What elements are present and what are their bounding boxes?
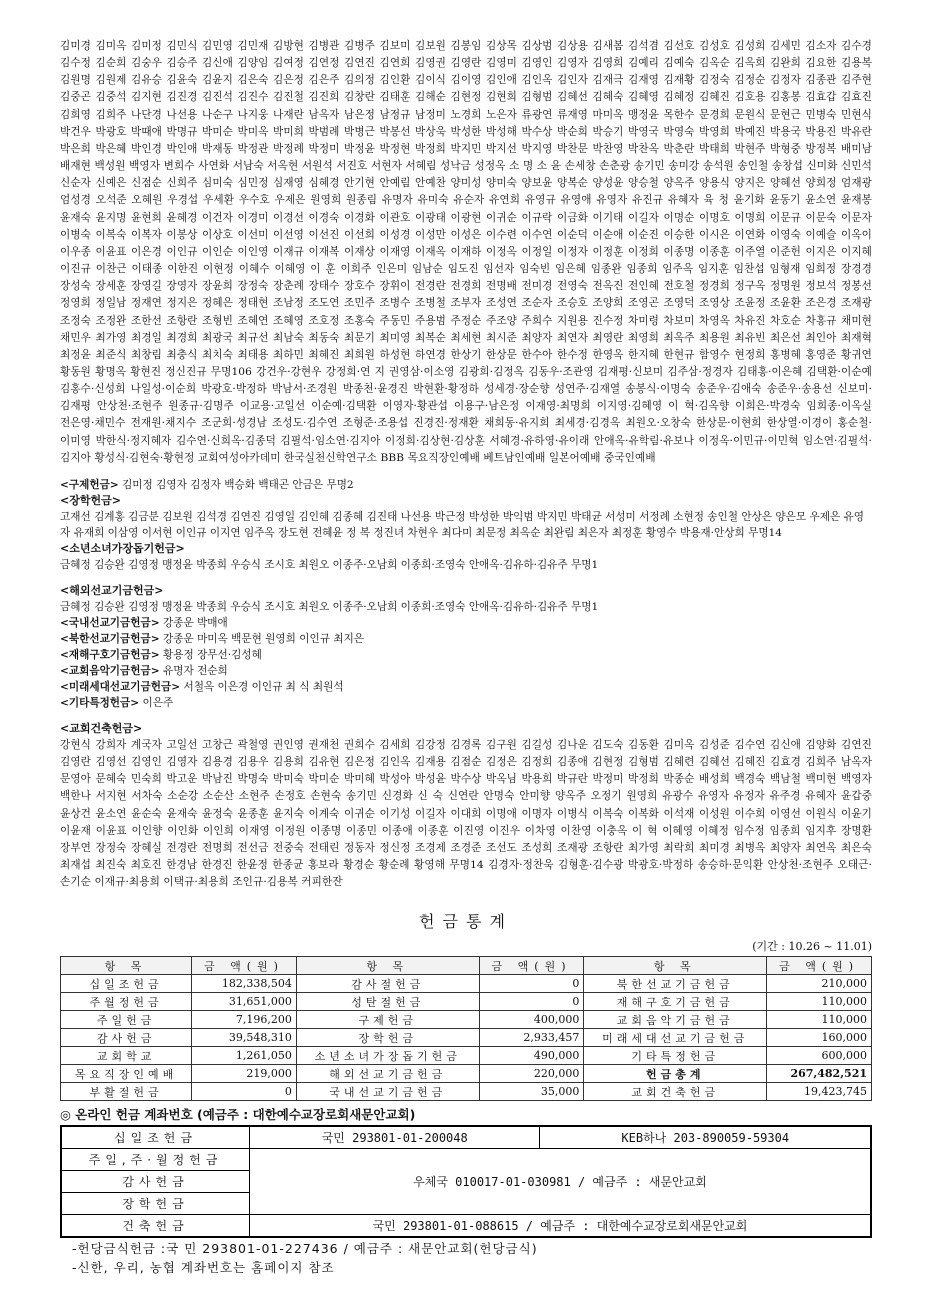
building-label: <교회건축헌금>	[60, 721, 143, 735]
stats-row	[61, 1083, 872, 1101]
stats-amount: 35,000	[479, 1083, 584, 1101]
stats-row	[61, 1065, 872, 1083]
general-donor-names: 김미경 김미옥 김미정 김민식 김민영 김민재 김방현 김병관 김병주 김보미 김보원 김봉임 김상목 김상범 김상용 김새봄 김석겸 김선호 김성호 김성희 김세민 김소자 김수경 김수정 김순희 김숭우 김승주 김신애 김양임 김여정 김연정 김연진 김연희 김영권 김영란 김영미 김영인 김영자 김영희 김예리 김예숙 김옥순 김옥희 김완희 김요한 김용복 김원명 김원제 김유승 김윤숙 김윤지 김은숙 김은정 김은주 김의정 김인환 김이식 김이영 김인애 김인옥 김인자 김재극 김재영 김재황 김정숙 김정순 김정자 김종관 김주현 김중곤 김중석 김지현 김진경 김진석 김진수 김진철 김진희 김창란 김태훈 김해순 김현정 김현희 김형범 김혜선 김혜숙 김혜영 김혜정 김혜진 김호용 김홍봉 김효갑 김효진 김희영 김희주 나단경 나선용 나순구 나지웅 나재란 남옥자 남은정 남정규 남정미 노경희 노은자 류광연 류재영 마미옥 맹정윤 목한수 문경희 문원식 문현근 민병숙 민현식 박건우 박광호 박때애 박명규 박미순 박미옥 박미희 박범례 박병근 박봉선 박상욱 박성한 박성해 박수상 박순희 박승기 박영국 박영숙 박영희 박예진 박용국 박용진 박유란 박은희 박은혜 박인경 박인애 박재동 박정관 박정례 박정미 박정윤 박정현 박정희 박지민 박지선 박지영 박찬문 박찬영 박찬옥 박춘란 박태희 박현주 박형중 방정복 배미남 배재현 백성원 백영자 변희수 사연화 서남숙 서옥현 서원석 서진호 서현자 서혜림 성낙금 성정옥 소 명 소 윤 손세창 손춘광 송기민 송미강 송석원 송인철 송창섭 신미화 신민석 신순자 신예은 신점순 신희주 심미숙 심민정 심재영 심혜경 안기현 안예림 안예찬 양미성 양미숙 양보윤 양복순 양성윤 양승철 양옥주 양용식 양지은 양혜선 양희정 엄재광 엄성경 오석준 오혜원 우경섭 우세환 우수호 우제은 원영희 원종림 유명자 유미숙 유순자 유연희 유영규 유영애 유영자 유진규 유혜자 육 청 윤기화 윤동기 윤소연 윤재봉 윤재숙 윤지명 윤현희 윤혜경 이건자 이경미 이경선 이경숙 이경화 이관호 이광태 이광현 이귀순 이규락 이금화 이기태 이길자 이명순 이명호 이명희 이문규 이문숙 이문자 이병숙 이복숙 이복자 이봉상 이상호 이선미 이선영 이선진 이선희 이성경 이성만 이성은 이수련 이수연 이순덕 이순애 이순진 이승한 이시은 이연화 이영숙 이예슬 이옥이 이우종 이윤표 이은경 이인규 이인순 이인영 이재규 이재복 이재상 이재영 이재옥 이재하 이정옥 이정일 이정자 이정훈 이정희 이종명 이종훈 이주열 이준헌 이지은 이지혜 이진규 이찬근 이태종 이한진 이현정 이혜수 이혜영 이 훈 이희주 인은미 임남순 임도진 임선자 임숙빈 임은혜 임종완 임종희 임주옥 임지훈 임찬섭 임형재 임희정 장경경 장성숙 장세훈 장영길 장영자 장윤희 장정숙 장춘례 장태수 장호수 장휘이 전경란 전경희 전명배 전미경 전영숙 전옥진 전인혜 전호철 정경희 정구옥 정명원 정보석 정봉선 정영희 정일남 정재연 정지은 정혜은 정태현 조남정 조도연 조민주 조병수 조병철 조부자 조성연 조순자 조승호 조양희 조영곤 조영덕 조영상 조윤정 조윤환 조은경 조재광 조정숙 조정완 조한선 조항란 조형빈 조혜연 조혜영 조호정 조홍숙 주동민 주용범 주정순 주조양 주희수 지원용 진수정 차미령 차보미 차영옥 차유진 차호순 차홍규 채미현 채민우 최가영 최경일 최경희 최광국 최규선 최남숙 최동숙 최문기 최미영 최복순 최세현 최시준 최양자 최연자 최영란 최영희 최옥주 최용원 최유빈 최은선 최인아 최재혁 최정윤 최준식 최창림 최충식 최치숙 최태용 최하민 최혜진 최희원 하성현 하연경 한상기 한상문 한수아 한수정 한영옥 한지혜 한현규 함영수 현정희 홍병혜 홍영준 황귀연 황동원 황명옥 황현진 정신진규 무명106	[60, 40, 872, 378]
stats-item: 국내선교기금헌금	[296, 1083, 479, 1101]
stats-title: 헌금통계	[419, 912, 513, 932]
account-row	[61, 1215, 871, 1238]
stats-item: 성탄절헌금	[296, 993, 479, 1011]
stats-item: 장학헌금	[296, 1029, 479, 1047]
scholarship-label: <장학헌금>	[60, 493, 121, 507]
account-number: 국민 293801-01-200048	[250, 1126, 540, 1149]
stats-amount: 0	[479, 975, 584, 993]
disaster-label: <재해구호기금헌금>	[60, 648, 160, 661]
account-number: 우체국 010017-01-030981 / 예금주 : 새문안교회	[250, 1149, 872, 1215]
stats-item: 재해구호기금헌금	[584, 993, 767, 1011]
mission-section	[60, 583, 872, 711]
future-names: 서철옥 이은경 이인규 최 식 최원석	[183, 680, 344, 693]
building-names: 강현식 강희자 계국자 고일선 고창근 곽철영 권인영 권재천 권희수 김세희 김강정 김경록 김구원 김길성 김나운 김도숙 김동환 김미옥 김성준 김수연 김신애 김양화 김연진 김영란 김영선 김영인 김영자 김용경 김용우 김용희 김유현 김은정 김인옥 김재용 김점순 김정은 김정희 김종애 김현정 김형범 김혜련 김혜선 김혜진 김효경 김희주 남옥자 문영아 문혜숙 민숙희 박고운 박남진 박명숙 박미숙 박미순 박미혜 박성아 박성윤 박수상 박옥님 박용희 박규란 박정미 박정희 박종순 배성희 백경숙 백남철 백미현 백영자 백한나 서지현 서차숙 소순강 소순산 소현주 손정호 손현숙 송기민 신경화 신 숙 신연란 안명숙 안미향 양옥주 오정기 원영희 유광수 유영자 유정자 유주경 유혜자 윤갑중 윤상건 윤소연 윤순숙 윤재숙 윤정숙 윤종훈 윤지숙 이계숙 이귀순 이기성 이길자 이대희 이명애 이명자 이병식 이복숙 이복화 이석재 이성원 이수희 이영선 이원식 이윤기 이윤재 이윤표 이인향 이인화 이인희 이재영 이정원 이종명 이종민 이종애 이종훈 이진영 이진우 이차영 이찬영 이충옥 이 혁 이혜영 이혜정 임수정 임종희 임지후 장명환 장부연 장정숙 장혜실 전경란 전명희 전선금 전중숙 전태린 정동자 정신정 조경제 조경준 조선도 조성희 조재광 조항란 최가영 최락희 최미경 최병옥 최양자 최연옥 최은숙 최재섭 최진숙 최호진 한경남 한경진 한윤정 한종균 홍보라 황경순 황순례 황영해 무명14 김경자·정찬욱 김형훈·김수광 박광호·박정하 송승하·문익환 안상천·조현주 오태근·손기순 이재규·최용희 이택규·최용희 조인규·김용복 커피한잔	[60, 738, 872, 889]
stats-header-item: 항 목	[61, 957, 192, 975]
account-label: 감사헌금	[61, 1171, 250, 1193]
stats-item: 목요직장인예배	[61, 1065, 192, 1083]
stats-header-row	[61, 957, 872, 975]
stats-item: 소년소녀가장돕기헌금	[296, 1047, 479, 1065]
building-section	[60, 721, 872, 891]
general-donor-groups-b: 이정옥·이민규·이민혁 임소연·김필석·김지아 황성식·김현숙·황현정	[60, 434, 872, 464]
relief-label: <구제헌금>	[60, 478, 119, 491]
stats-row	[61, 1047, 872, 1065]
account-label: 건축헌금	[61, 1215, 250, 1238]
domestic-mission-names: 강종운 박매애	[163, 616, 228, 629]
stats-amount: 219,000	[192, 1065, 297, 1083]
stats-amount: 110,000	[767, 1011, 872, 1029]
stats-amount: 110,000	[767, 993, 872, 1011]
scholarship-names: 고재선 김계홍 김금분 김보원 김석경 김연진 김영일 김인혜 김종혜 김진태 나선용 박근정 박성한 박익범 박지민 박태균 서성미 서정례 소현정 송인철 안상은 양은모 우제은 유영자 유재희 이삼영 이서현 이인규 이지연 임주옥 장도현 전혜윤 정 복 정진녀 차현우 최다미 최문정 최옥순 최완림 최은자 최정훈 황영수 박용재·안상희 무명14	[60, 510, 865, 539]
note-line: -신한, 우리, 농협 계좌번호는 홈페이지 참조	[72, 1260, 335, 1276]
stats-item: 교회음악기금헌금	[584, 1011, 767, 1029]
stats-header-amount: 금 액(원)	[479, 957, 584, 975]
stats-item: 해외선교기금헌금	[296, 1065, 479, 1083]
stats-row	[61, 1011, 872, 1029]
stats-period: (기간 : 10.26 ~ 11.01)	[752, 940, 872, 954]
stats-item: 북한선교기금헌금	[584, 975, 767, 993]
general-donor-list	[60, 38, 872, 467]
account-label: 십일조헌금	[61, 1126, 250, 1149]
special-label: <기타특정헌금>	[60, 696, 140, 709]
stats-header-item: 항 목	[296, 957, 479, 975]
music-names: 유명자 전순희	[163, 664, 228, 677]
stats-header-amount: 금 액(원)	[767, 957, 872, 975]
account-notes	[60, 1239, 872, 1277]
stats-item: 십일조헌금	[61, 975, 192, 993]
stats-item: 기타특정헌금	[584, 1047, 767, 1065]
stats-item: 주월정헌금	[61, 993, 192, 1011]
youth-head-names: 금혜정 김승완 김영정 맹정윤 박종희 우승식 조시호 최원오 이종주·오남희 이종희·조영숙 안애옥·김유하·김유주 무명1	[60, 558, 599, 571]
nk-mission-label: <북한선교기금헌금>	[60, 632, 160, 645]
stats-total-label: 헌금총계	[584, 1065, 767, 1083]
relief-section	[60, 477, 872, 573]
stats-amount: 490,000	[479, 1047, 584, 1065]
note-line: -헌당금식헌금 :국 민 293801-01-227436 / 예금주 : 새문안교회(헌당금식)	[72, 1241, 538, 1257]
stats-amount: 160,000	[767, 1029, 872, 1047]
disaster-names: 황용정 장무선·김성혜	[163, 648, 262, 661]
stats-item: 감사절헌금	[296, 975, 479, 993]
domestic-mission-label: <국내선교기금헌금>	[60, 616, 160, 629]
stats-item: 구제헌금	[296, 1011, 479, 1029]
stats-item: 미래세대선교기금헌금	[584, 1029, 767, 1047]
stats-amount: 600,000	[767, 1047, 872, 1065]
special-names: 이은주	[142, 696, 174, 709]
general-donor-groups-a: 김수연·신희옥·김종덕 김필석·임소연·김지아 이정희·김상현·김상훈 서혜경·유하영·유이래 안애옥·유학림·유보나	[175, 434, 694, 447]
account-table	[60, 1125, 872, 1238]
stats-header-amount: 금 액(원)	[192, 957, 297, 975]
stats-amount: 0	[192, 1083, 297, 1101]
nk-mission-names: 강종운 마미옥 백문현 원영희 이인규 최지은	[163, 632, 365, 645]
account-row	[61, 1126, 871, 1149]
stats-row	[61, 1029, 872, 1047]
account-label: 주일,주·월정헌금	[61, 1149, 250, 1171]
offering-list-page	[60, 38, 872, 1277]
stats-item: 부활절헌금	[61, 1083, 192, 1101]
account-number: 국민 293801-01-088615 / 예금주 : 대한예수교장로회새문안교회	[250, 1215, 872, 1238]
account-number: KEB하나 203-890059-59304	[540, 1126, 871, 1149]
stats-header-item: 항 목	[584, 957, 767, 975]
stats-row	[61, 975, 872, 993]
overseas-mission-names: 금혜정 김승완 김영정 맹정윤 박종희 우승식 조시호 최원오 이종주·오남희 이종희·조영숙 안애옥·김유하·김유주 무명1	[60, 600, 599, 613]
stats-total-amount: 267,482,521	[767, 1065, 872, 1083]
general-donor-pairs: 강건우·강현우 강정희·연 지 권영삼·이소영 김광희·김정옥 김동우·조관영 김재평·신보미 김주삼·정경자 김태홍·이은혜 김택환·이순예 김홍수·신성희 나일성·이순희 박광호·박정하 박남서·조경원 박종천·윤경진 박현환·황정하 성세경·장순향 성연주·김재열 송봉식·이명숙 송준우·김애숙 송준우·송용선 신보미·김재평 안상천·조현주 원종규·김명주 이교용·고일선 이순예·김택환 이영자·황관섭 이용구·남은정 이재영·최명희 이지영·김혜영 이 혁·김옥향 이희은·박경숙 임희종·이옥실 전은영·채민수 전재원·채지수 조군희·성경남 조성도·김수연 조형준·조용섭 진경진·정재환 채희동·유지희 최세경·김경옥 최원오·오창숙 한상문·이현희 한상열·이경이 홍순철·이미영 박한식·정지혜자	[60, 365, 873, 447]
account-label: 장학헌금	[61, 1193, 250, 1215]
youth-head-label: <소년소녀가장돕기헌금>	[60, 541, 185, 555]
stats-item: 교회건축헌금	[584, 1083, 767, 1101]
stats-item: 감사헌금	[61, 1029, 192, 1047]
general-donor-orgs: 교회여성아카데미 한국실천신학연구소 BBB 목요직장인예배 베트남인예배 일본어예배 중국인예배	[197, 451, 656, 464]
stats-row	[61, 993, 872, 1011]
stats-amount: 0	[479, 993, 584, 1011]
stats-amount: 7,196,200	[192, 1011, 297, 1029]
stats-item: 교회학교	[61, 1047, 192, 1065]
overseas-mission-label: <해외선교기금헌금>	[60, 583, 164, 597]
stats-table	[60, 956, 872, 1101]
stats-amount: 210,000	[767, 975, 872, 993]
stats-amount: 400,000	[479, 1011, 584, 1029]
music-label: <교회음악기금헌금>	[60, 664, 160, 677]
stats-amount: 19,423,745	[767, 1083, 872, 1101]
stats-amount: 1,261,050	[192, 1047, 297, 1065]
stats-amount: 39,548,310	[192, 1029, 297, 1047]
online-offering-heading: ◎ 온라인 헌금 계좌번호 (예금주 : 대한예수교장로회새문안교회)	[60, 1107, 416, 1123]
stats-item: 주일헌금	[61, 1011, 192, 1029]
relief-names: 김미정 김영자 김정자 백승화 백태곤 안금은 무명2	[122, 478, 354, 491]
stats-amount: 182,338,504	[192, 975, 297, 993]
stats-amount: 31,651,000	[192, 993, 297, 1011]
future-label: <미래세대선교기금헌금>	[60, 680, 181, 693]
stats-amount: 220,000	[479, 1065, 584, 1083]
stats-amount: 2,933,457	[479, 1029, 584, 1047]
account-row	[61, 1149, 871, 1171]
